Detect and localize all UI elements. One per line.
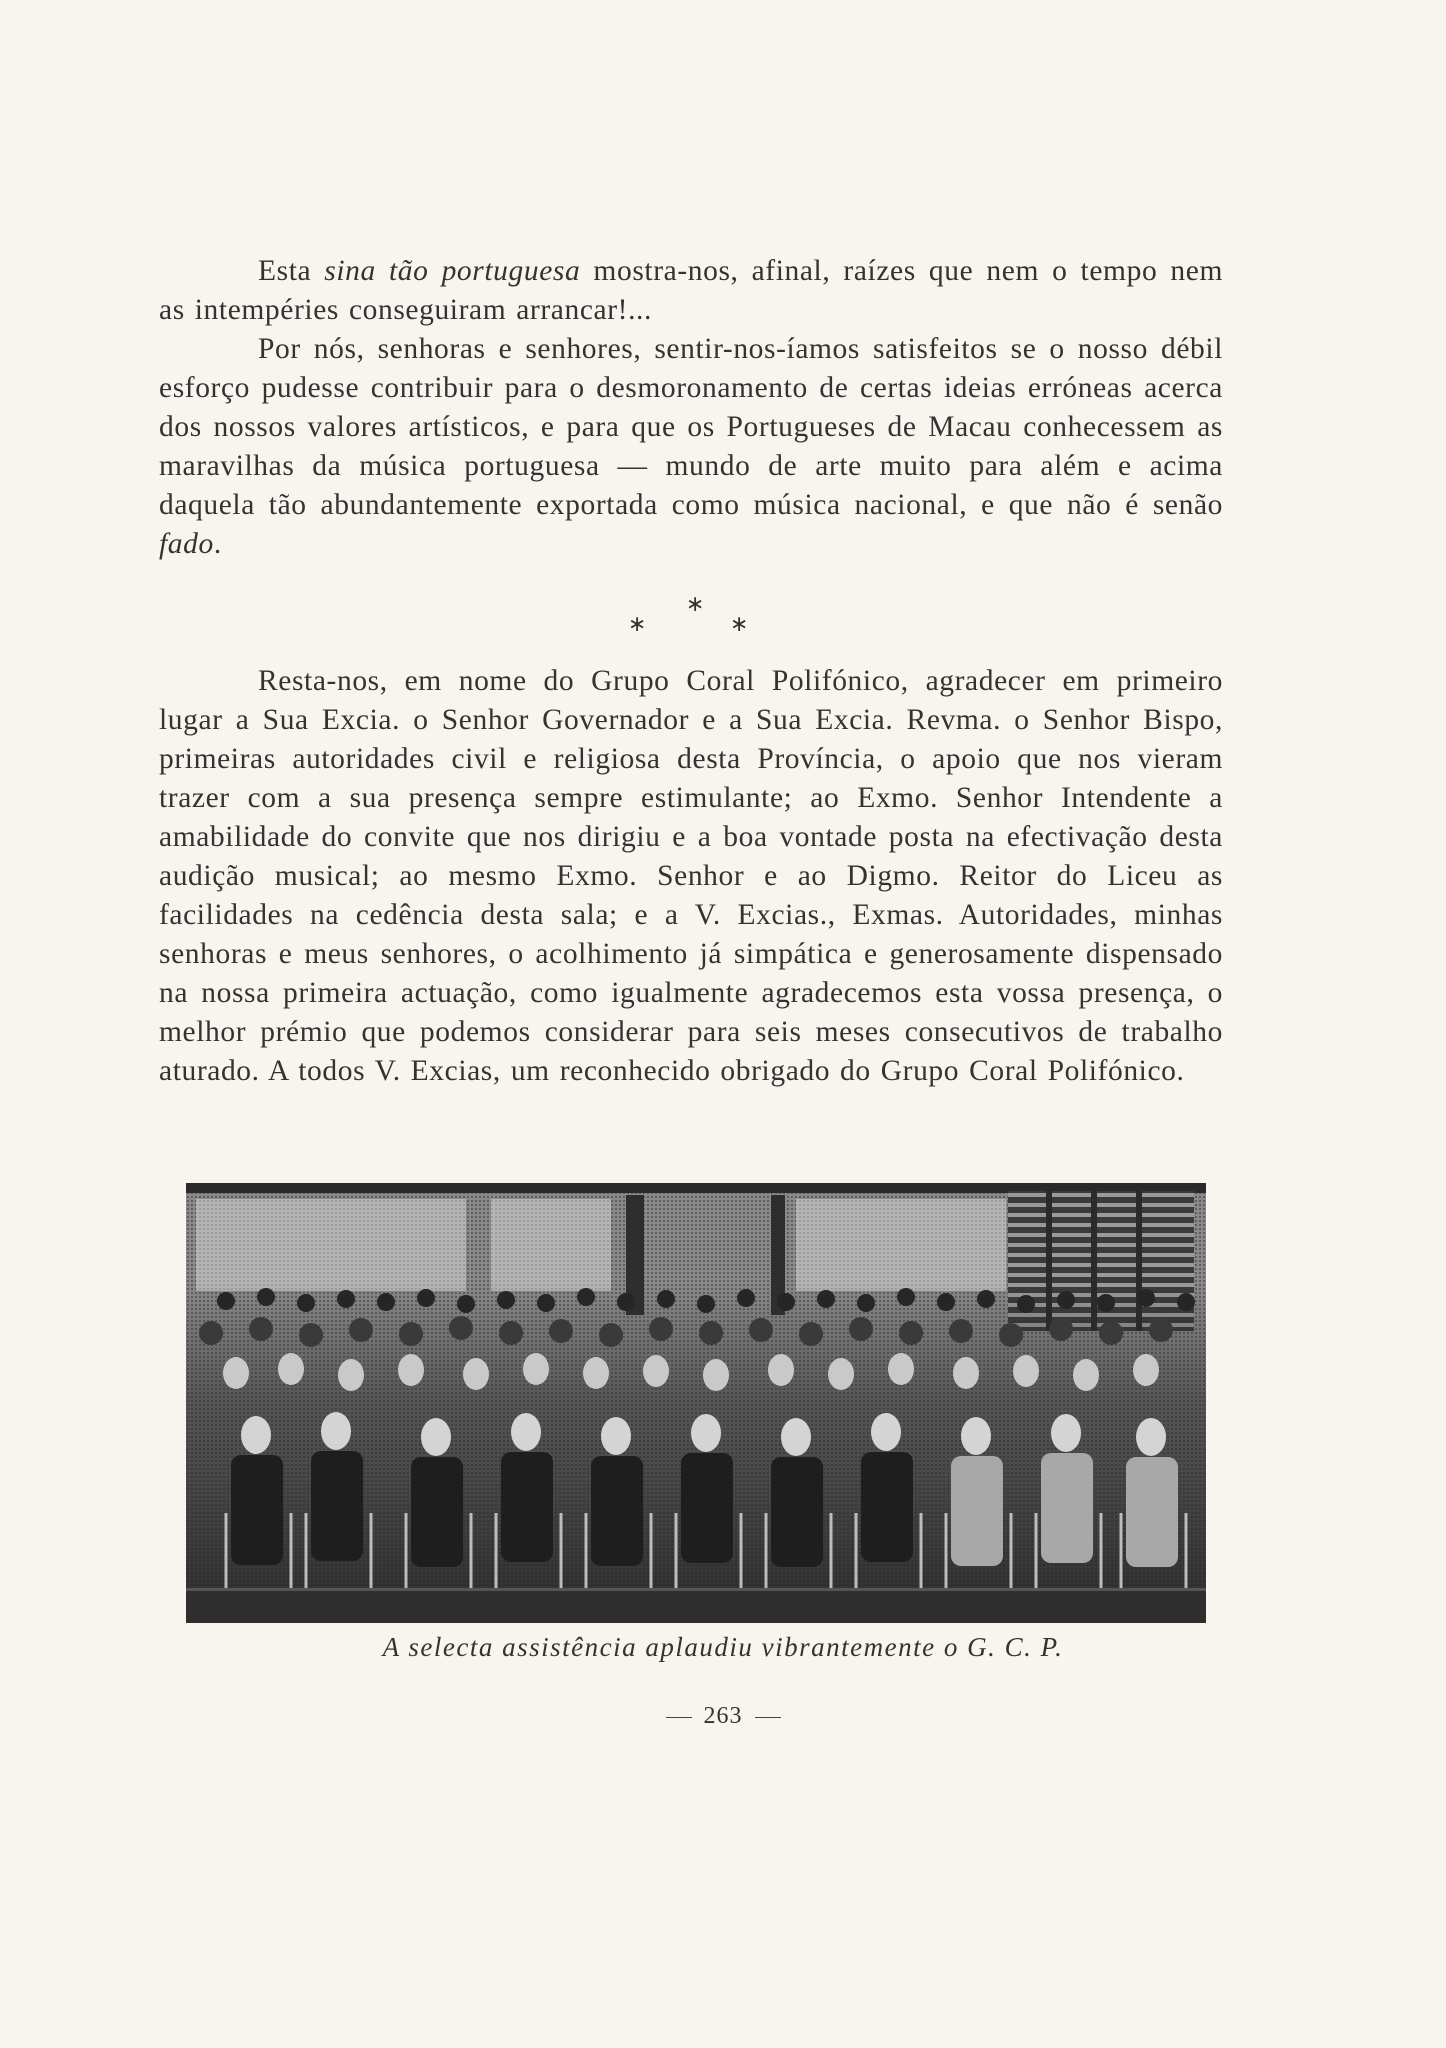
page-number-dash-left [666,1717,692,1718]
audience-photo [186,1183,1206,1623]
text-block-bottom [159,662,1223,1091]
audience-photo-icon [186,1183,1206,1623]
paragraph-2-text-b: . [213,528,222,560]
asterisk-right: ∗ [730,612,749,637]
page-number-value: 263 [703,1703,743,1729]
asterisk-left: ∗ [628,612,647,637]
page-number [0,1703,1446,1730]
paragraph-1 [159,252,1223,330]
text-block-top [159,252,1223,564]
paragraph-1-text-a: Esta [258,255,325,287]
paragraph-1-italic: sina tão portuguesa [324,255,581,287]
paragraph-1-text-b: mostra-nos, afinal, raízes que nem o tempo nem as intempéries conseguiram arrancar!... [159,255,1223,326]
photo-caption: A selecta assistência aplaudiu vibrantemente o G. C. P. [382,1632,1064,1662]
asterisk-top: ∗ [686,592,705,617]
paragraph-2-text-a: Por nós, senhoras e senhores, sentir-nos-íamos satisfeitos se o nosso débil esforço pudesse contribuir para o desmoronamento de certas ideias erróneas acerca dos nossos valores artísticos, e para que os Portugueses de Macau conhecessem as maravilhas da música portuguesa — mundo de arte muito para além e acima daquela tão abundantemente exportada como música nacional, e que não é senão [159,333,1223,521]
paragraph-2 [159,330,1223,564]
page-number-dash-right [755,1717,781,1718]
paragraph-2-italic: fado [159,528,214,560]
paragraph-3: Resta-nos, em nome do Grupo Coral Polifónico, agradecer em primeiro lugar a Sua Excia. o Senhor Governador e a Sua Excia. Revma. o Senhor Bispo, primeiras autoridades civil e religiosa desta Província, o apoio que nos vieram trazer com a sua presença sempre estimulante; ao Exmo. Senhor Intendente a amabilidade do convite que nos dirigiu e a boa vontade posta na efectivação desta audição musical; ao mesmo Exmo. Senhor e ao Digmo. Reitor do Liceu as facilidades na cedência desta sala; e a V. Excias., Exmas. Autoridades, minhas senhoras e meus senhores, o acolhimento já simpática e generosamente dispensado na nossa primeira actuação, como igualmente agradecemos esta vossa presença, o melhor prémio que podemos considerar para seis meses consecutivos de trabalho aturado. A todos V. Excias, um reconhecido obrigado do Grupo Coral Polifónico. [159,665,1223,1087]
